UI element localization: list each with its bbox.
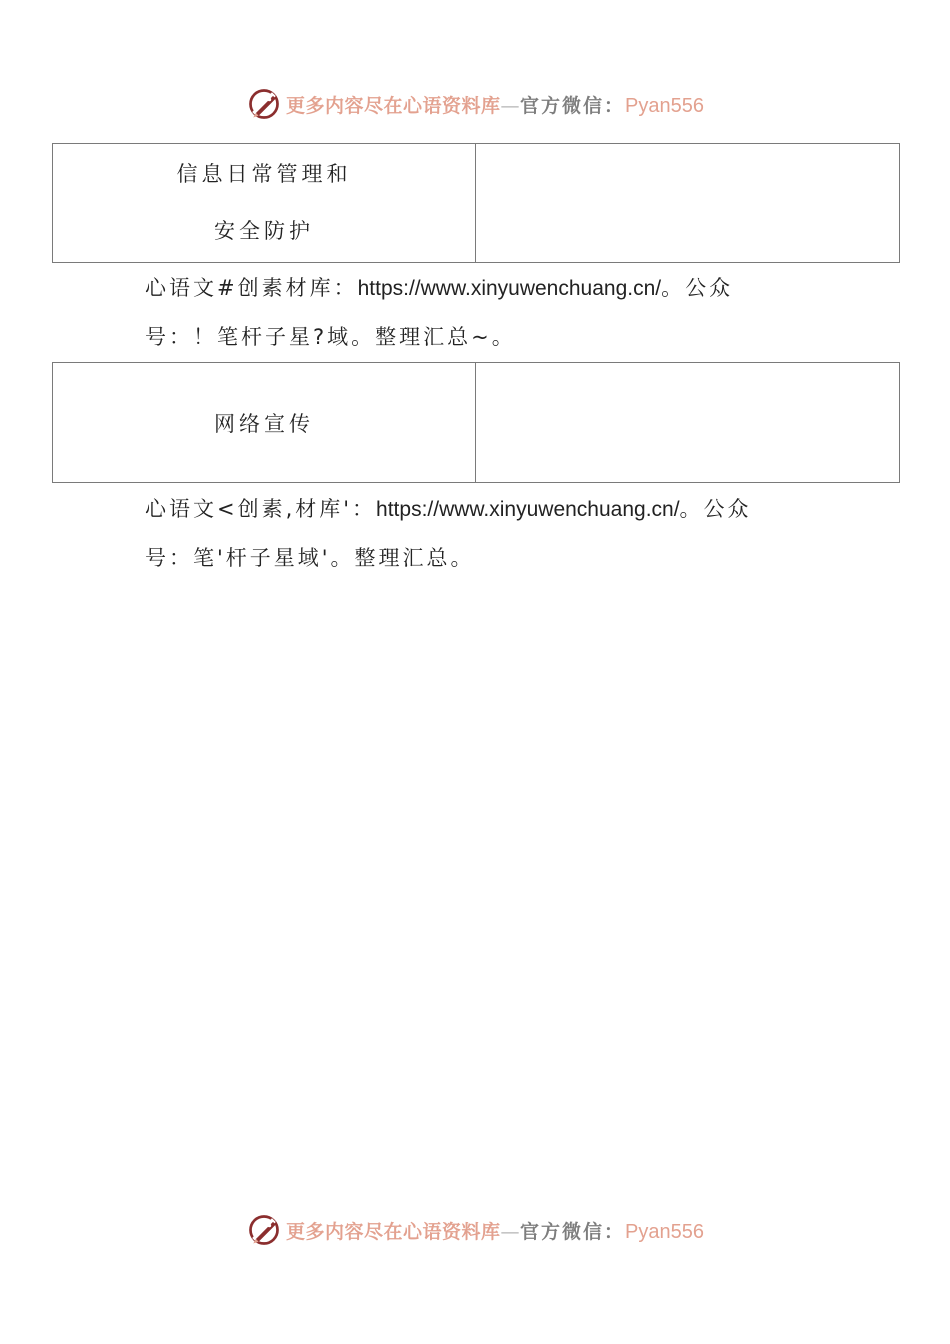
- paragraph-line: [145, 485, 825, 534]
- paragraph-line: [145, 264, 825, 313]
- table-value-cell: [476, 363, 900, 483]
- pen-logo-icon: [246, 1212, 282, 1248]
- header-slogan: [286, 91, 704, 118]
- pen-logo-icon: [246, 86, 282, 122]
- header-slogan-wechat-id: Pyan556: [625, 94, 704, 117]
- network-publicity-table: [52, 362, 900, 483]
- footer-slogan-wechat-id: Pyan556: [625, 1220, 704, 1243]
- header-slogan-dash: —: [500, 94, 521, 117]
- footer-slogan-wechat-label: 官方微信：: [520, 1220, 626, 1243]
- paragraph-text: 。公众: [661, 276, 734, 300]
- paragraph-line: 号：笔'杆子星域'。整理汇总。: [145, 546, 475, 570]
- watermark-paragraph: [145, 485, 825, 583]
- table-label-cell: [53, 144, 476, 263]
- table-label-cell: 网络宣传: [53, 363, 476, 483]
- table-row: [53, 363, 900, 483]
- info-management-table: [52, 143, 900, 263]
- footer-slogan-dash: —: [500, 1220, 521, 1243]
- header-slogan-main: 更多内容尽在心语资料库: [286, 94, 501, 117]
- paragraph-line: 号：！笔杆子星?域。整理汇总~。: [145, 325, 516, 349]
- table-label-line: 信息日常管理和: [176, 162, 352, 186]
- paragraph-text: 。公众: [679, 497, 752, 521]
- watermark-paragraph: [145, 264, 825, 362]
- paragraph-text: 心语文#创素材库：: [145, 276, 358, 300]
- header-banner: [0, 84, 950, 124]
- website-link: https://www.xinyuwenchuang.cn/: [357, 277, 662, 300]
- table-row: [53, 144, 900, 263]
- footer-banner: [0, 1210, 950, 1250]
- footer-slogan: [286, 1217, 704, 1244]
- header-slogan-wechat-label: 官方微信：: [520, 94, 626, 117]
- website-link: https://www.xinyuwenchuang.cn/: [376, 498, 680, 521]
- table-label-line: 安全防护: [214, 219, 314, 243]
- table-value-cell: [476, 144, 900, 263]
- footer-slogan-main: 更多内容尽在心语资料库: [286, 1220, 501, 1243]
- paragraph-text: 心语文<创素,材库'：: [145, 497, 377, 521]
